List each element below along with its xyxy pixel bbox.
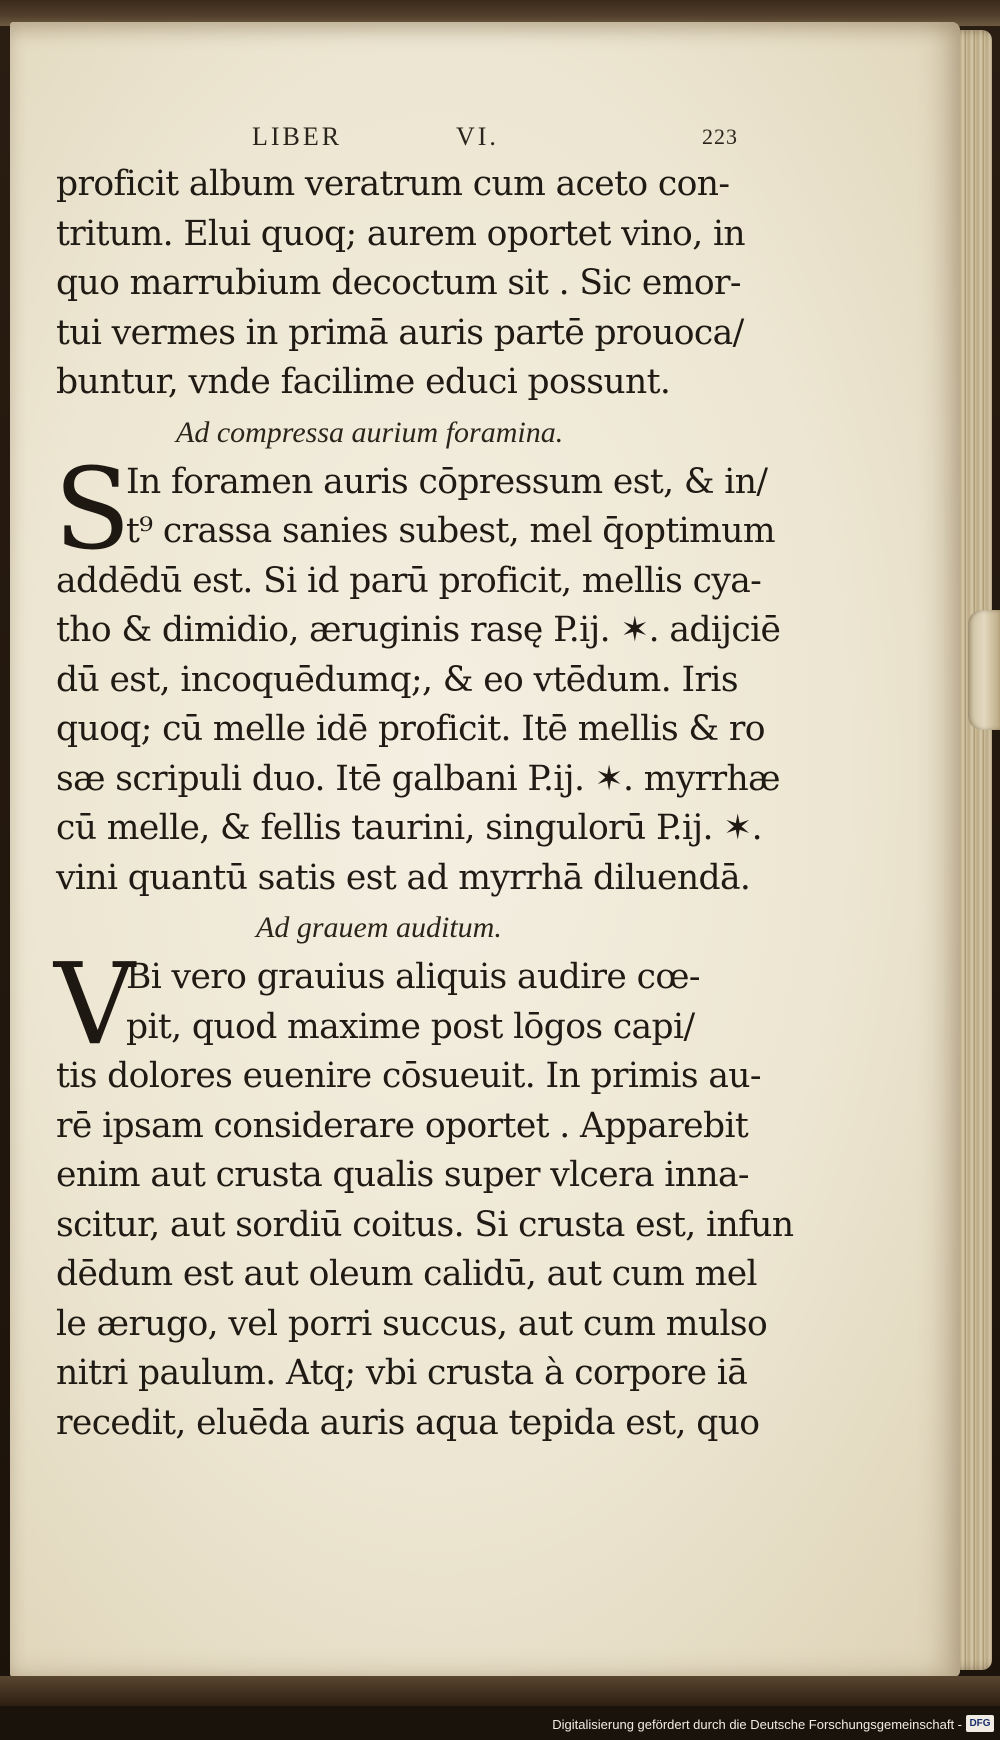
text-line: tritum. Elui quoq; aurem oportet vino, in: [56, 213, 746, 254]
text-line: addēdū est. Si id parū proficit, mellis cya-: [56, 560, 762, 601]
text-line: nitri paulum. Atq; vbi crusta à corpore iā: [56, 1353, 748, 1393]
text-line: scitur, aut sordiū coitus. Si crusta est, infun: [56, 1204, 794, 1245]
text-line: quoq; cū melle idē proficit. Itē mellis & ro: [56, 709, 765, 749]
text-line: In foramen auris cōpressum est, & in/: [126, 461, 768, 502]
digitization-credit: Digitalisierung gefördert durch die Deutsche Forschungsgemeinschaft -: [552, 1717, 962, 1732]
paragraph-3: [54, 940, 794, 1448]
footer-bar: [0, 1706, 1000, 1740]
text-line: proficit album veratrum cum aceto con-: [56, 164, 730, 204]
drop-cap-v: V: [54, 940, 135, 1070]
page-tab-marker: [968, 610, 1000, 730]
text-line: dū est, incoquēdumq;, & eo vtēdum. Iris: [56, 659, 738, 700]
book-bottom-edge: [0, 1676, 1000, 1706]
page-number: 223: [702, 124, 738, 149]
text-line: cū melle, & fellis taurini, singulorū P.ij. ✶.: [56, 808, 762, 848]
section-heading-compressed-ears: Ad compressa aurium foramina.: [176, 415, 564, 449]
paragraph-2: [54, 444, 781, 904]
section-heading-hearing: Ad grauem auditum.: [256, 911, 502, 944]
text-line: recedit, eluēda auris aqua tepida est, quo: [56, 1402, 760, 1443]
text-line: rē ipsam considerare oportet . Apparebit: [56, 1105, 749, 1146]
text-line: sæ scripuli duo. Itē galbani P.ij. ✶. myrrhæ: [56, 758, 780, 799]
text-line: dēdum est aut oleum calidū, aut cum mel: [56, 1254, 757, 1294]
running-head: [56, 120, 756, 160]
text-line: enim aut crusta qualis super vlcera inna-: [56, 1155, 749, 1195]
text-line: le ærugo, vel porri succus, aut cum mulso: [56, 1303, 768, 1344]
dfg-logo: DFG: [966, 1715, 994, 1732]
text-line: tis dolores euenire cōsueuit. In primis au-: [56, 1056, 761, 1096]
text-line: buntur, vnde facilime educi possunt.: [56, 362, 671, 402]
drop-cap-s: S: [54, 444, 131, 575]
text-line: vini quantū satis est ad myrrhā diluendā.: [56, 857, 751, 898]
running-head-book-number: VI.: [456, 122, 499, 151]
text-line: t⁹ crassa sanies subest, mel q̄optimum: [126, 511, 775, 551]
text-line: tho & dimidio, æruginis rasę P.ij. ✶. adijciē: [56, 610, 781, 650]
text-line: pit, quod maxime post lōgos capi/: [126, 1006, 695, 1047]
text-line: tui vermes in primā auris partē prouoca/: [56, 312, 744, 353]
paragraph-1: [56, 160, 756, 408]
page-text-block: [54, 120, 794, 1448]
text-line: quo marrubium decoctum sit . Sic emor-: [56, 263, 741, 303]
text-line: Bi vero grauius aliquis audire cœ-: [126, 957, 700, 997]
running-head-book-title: LIBER: [252, 122, 343, 151]
